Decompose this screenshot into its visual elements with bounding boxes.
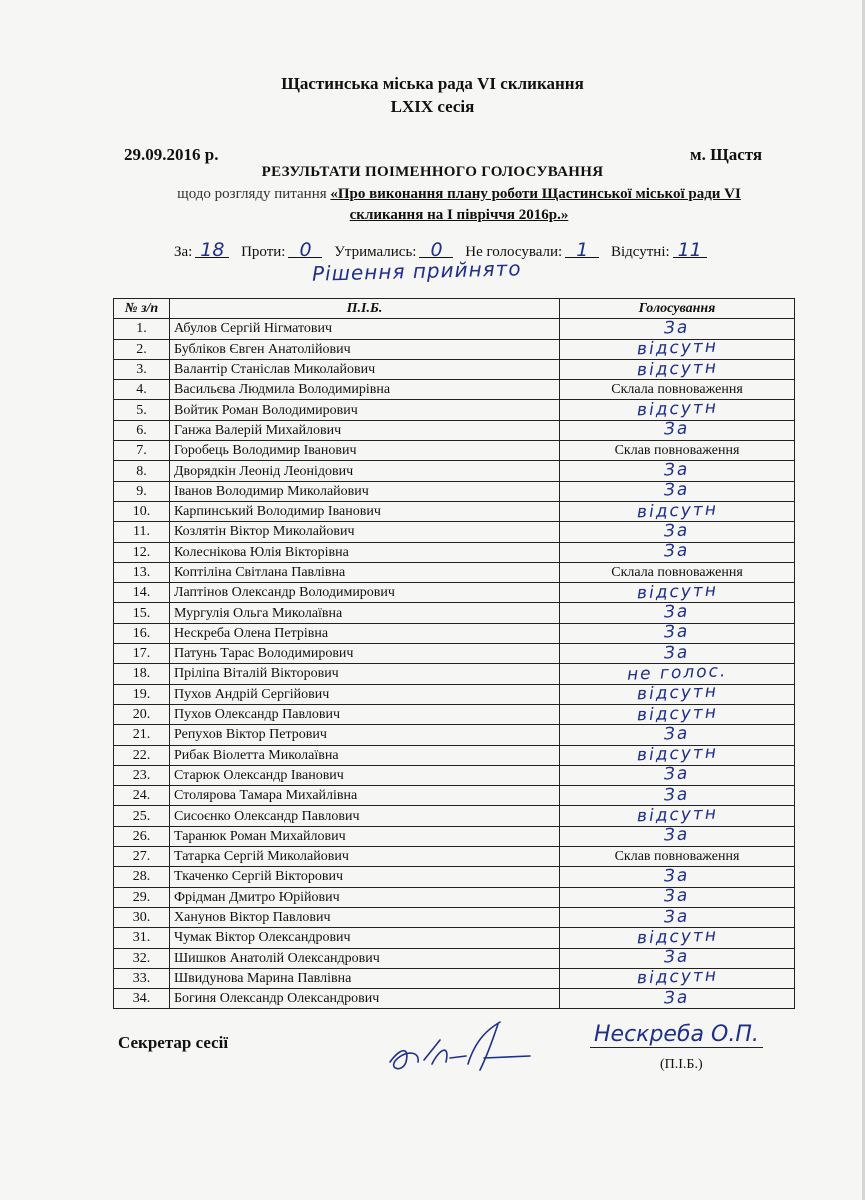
deputy-name: Фрідман Дмитро Юрійович [170, 887, 560, 907]
vote-handwritten: відсутн [636, 336, 718, 360]
deputy-name: Колеснікова Юлія Вікторівна [170, 542, 560, 562]
vote-cell [560, 948, 795, 968]
deputy-name: Пухов Олександр Павлович [170, 704, 560, 724]
vote-cell [560, 786, 795, 806]
deputy-name: Ткаченко Сергій Вікторович [170, 867, 560, 887]
deputy-name: Сисоєнко Олександр Павлович [170, 806, 560, 826]
table-row [114, 583, 795, 603]
deputy-name: Войтик Роман Володимирович [170, 400, 560, 420]
table-row [114, 745, 795, 765]
row-number: 17. [114, 644, 170, 664]
deputy-name: Старюк Олександр Іванович [170, 765, 560, 785]
row-number: 13. [114, 562, 170, 582]
vote-handwritten: відсутн [636, 966, 718, 989]
deputy-name: Абулов Сергій Нігматович [170, 319, 560, 339]
row-number: 19. [114, 684, 170, 704]
deputy-name: Таранюк Роман Михайлович [170, 826, 560, 846]
row-number: 10. [114, 501, 170, 521]
table-row [114, 928, 795, 948]
vote-cell [560, 661, 795, 685]
deputy-name: Рибак Віолетта Миколаївна [170, 745, 560, 765]
row-number: 23. [114, 765, 170, 785]
row-number: 34. [114, 989, 170, 1009]
deputy-name: Чумак Віктор Олександрович [170, 928, 560, 948]
vote-handwritten: За [663, 601, 690, 623]
tally-absent-label: Відсутні: [610, 244, 670, 260]
row-number: 25. [114, 806, 170, 826]
vote-cell [560, 826, 795, 846]
votes-table [113, 298, 795, 1009]
vote-cell [560, 907, 795, 927]
session-date: 29.09.2016 р. [124, 145, 219, 164]
vote-handwritten: За [663, 865, 690, 887]
row-number: 7. [114, 441, 170, 461]
row-number: 33. [114, 968, 170, 988]
vote-cell [560, 704, 795, 724]
row-number: 29. [114, 887, 170, 907]
row-number: 4. [114, 380, 170, 400]
vote-handwritten: За [663, 642, 690, 664]
tally-abstain-value: 0 [419, 243, 453, 258]
session-title: LXIX сесія [390, 97, 475, 116]
table-row [114, 522, 795, 542]
deputy-name: Столярова Тамара Михайлівна [170, 786, 560, 806]
vote-handwritten: не голос. [626, 661, 728, 685]
table-row [114, 623, 795, 643]
vote-handwritten: За [663, 459, 690, 481]
row-number: 21. [114, 725, 170, 745]
vote-handwritten: За [663, 540, 690, 562]
row-number: 1. [114, 319, 170, 339]
table-row [114, 989, 795, 1009]
vote-cell [560, 522, 795, 542]
tally-against-value: 0 [288, 243, 322, 258]
deputy-name: Патунь Тарас Володимирович [170, 644, 560, 664]
deputy-name: Репухов Віктор Петрович [170, 725, 560, 745]
table-row [114, 603, 795, 623]
table-row [114, 806, 795, 826]
vote-handwritten: За [663, 479, 690, 501]
vote-cell [560, 644, 795, 664]
deputy-name: Горобець Володимир Іванович [170, 441, 560, 461]
results-heading: РЕЗУЛЬТАТИ ПОІМЕННОГО ГОЛОСУВАННЯ [261, 164, 604, 180]
deputy-name: Нескреба Олена Петрівна [170, 623, 560, 643]
table-row [114, 542, 795, 562]
vote-cell [560, 742, 795, 766]
vote-handwritten: відсутн [636, 357, 718, 380]
deputy-name: Лаптінов Олександр Володимирович [170, 583, 560, 603]
vote-cell [560, 501, 795, 521]
table-header-row [114, 299, 795, 319]
table-row [114, 420, 795, 440]
vote-cell [560, 925, 795, 949]
row-number: 11. [114, 522, 170, 542]
table-row [114, 400, 795, 420]
table-row [114, 786, 795, 806]
deputy-name: Дворядкін Леонід Леонідович [170, 461, 560, 481]
signature-mark [380, 1018, 570, 1078]
deputy-name: Іванов Володимир Миколайович [170, 481, 560, 501]
vote-cell [560, 887, 795, 907]
deputy-name: Богиня Олександр Олександрович [170, 989, 560, 1009]
vote-cell [560, 580, 795, 604]
vote-cell [560, 968, 795, 988]
column-header-name: П.І.Б. [170, 299, 560, 319]
deputy-name: Бубліков Євген Анатолійович [170, 339, 560, 359]
vote-handwritten: відсутн [636, 580, 718, 604]
row-number: 32. [114, 948, 170, 968]
row-number: 9. [114, 481, 170, 501]
subject-line-1 [0, 186, 865, 203]
vote-cell [560, 725, 795, 745]
table-row [114, 562, 795, 582]
vote-handwritten: відсутн [636, 702, 718, 725]
tally-absent-value: 11 [673, 243, 707, 258]
vote-handwritten: За [663, 987, 690, 1009]
row-number: 15. [114, 603, 170, 623]
tally-for-value: 18 [195, 243, 229, 258]
row-number: 8. [114, 461, 170, 481]
pib-caption: (П.І.Б.) [660, 1057, 703, 1072]
row-number: 20. [114, 704, 170, 724]
tally-abstain-label: Утримались: [334, 244, 417, 260]
column-header-number: № з/п [114, 299, 170, 319]
vote-handwritten: За [663, 764, 690, 785]
session-city: м. Щастя [690, 145, 763, 164]
table-row [114, 968, 795, 988]
deputy-name: Ханунов Віктор Павлович [170, 907, 560, 927]
vote-handwritten: відсутн [636, 397, 718, 421]
table-row [114, 704, 795, 724]
row-number: 28. [114, 867, 170, 887]
row-number: 18. [114, 664, 170, 684]
row-number: 14. [114, 583, 170, 603]
council-title: Щастинська міська рада VI скликання [281, 74, 584, 93]
row-number: 6. [114, 420, 170, 440]
vote-typed: Склав повноваження [614, 443, 740, 459]
decision-handwritten: Рішення прийнято [311, 256, 522, 286]
table-row [114, 887, 795, 907]
row-number: 5. [114, 400, 170, 420]
table-row [114, 501, 795, 521]
vote-handwritten: За [663, 885, 690, 907]
deputy-name: Татарка Сергій Миколайович [170, 847, 560, 867]
table-row [114, 339, 795, 359]
table-row [114, 684, 795, 704]
vote-cell [560, 319, 795, 339]
vote-typed: Склав повноваження [614, 849, 740, 865]
table-row [114, 664, 795, 684]
deputy-name: Пухов Андрій Сергійович [170, 684, 560, 704]
row-number: 31. [114, 928, 170, 948]
column-header-vote: Голосування [560, 299, 795, 319]
vote-cell [560, 461, 795, 481]
vote-typed: Склала повноваження [611, 382, 743, 398]
vote-handwritten: відсутн [636, 742, 718, 766]
vote-cell [560, 380, 795, 400]
subject-title-part-1: «Про виконання плану роботи Щастинської міської ради VI [330, 186, 741, 202]
table-row [114, 380, 795, 400]
vote-cell [560, 623, 795, 643]
row-number: 24. [114, 786, 170, 806]
vote-cell [560, 336, 795, 360]
vote-handwritten: За [663, 946, 690, 968]
table-row [114, 765, 795, 785]
row-number: 26. [114, 826, 170, 846]
row-number: 12. [114, 542, 170, 562]
deputy-name: Коптіліна Світлана Павлівна [170, 562, 560, 582]
table-row [114, 867, 795, 887]
vote-cell [560, 481, 795, 501]
vote-cell [560, 603, 795, 623]
table-row [114, 319, 795, 339]
vote-handwritten: відсутн [636, 681, 718, 705]
vote-handwritten: За [663, 621, 690, 643]
row-number: 30. [114, 907, 170, 927]
table-row [114, 441, 795, 461]
row-number: 27. [114, 847, 170, 867]
vote-handwritten: відсутн [636, 803, 718, 827]
table-row [114, 826, 795, 846]
deputy-name: Васильєва Людмила Володимирівна [170, 380, 560, 400]
deputy-name: Шишков Анатолій Олександрович [170, 948, 560, 968]
table-row [114, 907, 795, 927]
table-row [114, 461, 795, 481]
vote-cell [560, 420, 795, 440]
deputy-name: Швидунова Марина Павлівна [170, 968, 560, 988]
vote-cell [560, 441, 795, 461]
vote-handwritten: За [663, 418, 690, 440]
table-row [114, 725, 795, 745]
vote-handwritten: За [663, 723, 690, 745]
table-row [114, 481, 795, 501]
tally-not-voted-label: Не голосували: [465, 244, 563, 260]
deputy-name: Валантір Станіслав Миколайович [170, 359, 560, 379]
vote-cell [560, 803, 795, 827]
vote-cell [560, 542, 795, 562]
deputy-name: Ганжа Валерій Михайлович [170, 420, 560, 440]
subject-title-part-2: скликання на І півріччя 2016р.» [349, 207, 569, 223]
vote-handwritten: За [663, 824, 690, 846]
vote-cell [560, 847, 795, 867]
secretary-handwritten-name: Нескреба О.П. [590, 1022, 763, 1048]
subject-lead: щодо розгляду питання [177, 186, 331, 202]
deputy-name: Карпинський Володимир Іванович [170, 501, 560, 521]
row-number: 2. [114, 339, 170, 359]
row-number: 22. [114, 745, 170, 765]
tally-against-label: Проти: [241, 244, 286, 260]
vote-handwritten: За [663, 906, 690, 927]
vote-cell [560, 681, 795, 705]
deputy-name: Козлятін Віктор Миколайович [170, 522, 560, 542]
deputy-name: Мургулія Ольга Миколаївна [170, 603, 560, 623]
row-number: 3. [114, 359, 170, 379]
table-row [114, 847, 795, 867]
vote-cell [560, 765, 795, 785]
vote-cell [560, 397, 795, 421]
vote-handwritten: відсутн [636, 925, 718, 949]
deputy-name: Пріліпа Віталій Вікторович [170, 664, 560, 684]
table-row [114, 644, 795, 664]
vote-handwritten: За [663, 317, 690, 339]
tally-for-label: За: [174, 244, 193, 260]
vote-typed: Склала повноваження [611, 565, 743, 580]
vote-cell [560, 359, 795, 379]
table-row [114, 359, 795, 379]
vote-handwritten: За [663, 520, 690, 542]
vote-handwritten: За [663, 784, 690, 806]
vote-cell [560, 867, 795, 887]
secretary-label: Секретар сесії [118, 1033, 229, 1052]
row-number: 16. [114, 623, 170, 643]
vote-cell [560, 989, 795, 1009]
vote-cell [560, 562, 795, 582]
table-row [114, 948, 795, 968]
tally-not-voted-value: 1 [565, 243, 599, 258]
vote-handwritten: відсутн [636, 499, 718, 523]
